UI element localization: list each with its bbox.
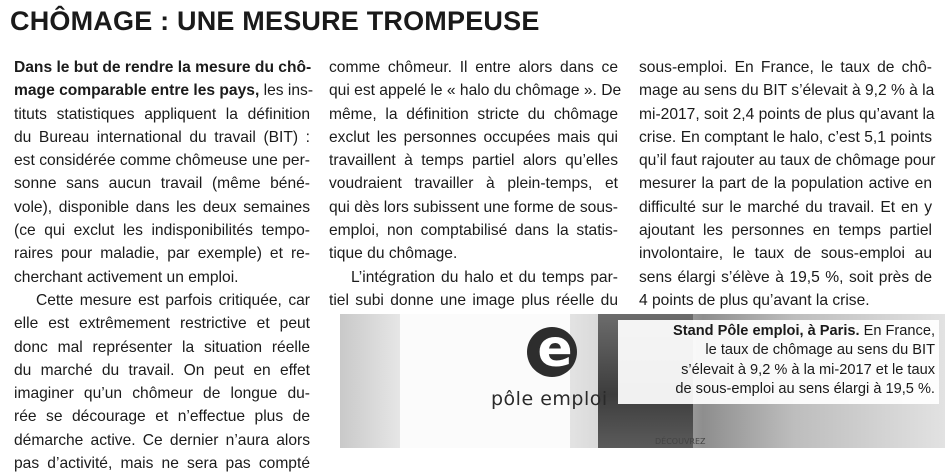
- paragraph-sous-emploi: [639, 56, 936, 312]
- text-line: du Bureau international du travail (BIT) :: [14, 128, 310, 146]
- text-line: sous-emploi. En France, le taux de chô-: [639, 59, 932, 76]
- text-line: [14, 56, 310, 79]
- lead-text: Dans le but de rendre la mesure du chô-: [14, 59, 312, 76]
- text-line: tiel subi donne une image plus réelle du: [329, 291, 618, 309]
- caption-line: de sous-emploi au sens élargi à 19,5 %.: [675, 380, 935, 397]
- text-line: tituts statistiques appliquent la définition: [14, 105, 310, 123]
- text-line: qui dès lors subissent une forme de sous-: [329, 198, 618, 216]
- column-1: [14, 56, 314, 475]
- text-line: ajoutant les personnes en temps partiel: [639, 222, 932, 240]
- text-line: mi-2017, soit 2,4 points de plus qu’avant la: [639, 105, 935, 123]
- text-line: sens élargi s’élève à 19,5 %, soit près de: [639, 268, 932, 286]
- photo-caption: [622, 322, 935, 399]
- text-line: du marché du travail. On peut en effet: [14, 361, 310, 379]
- text-line: rée se décourage et n’effectue plus de: [14, 408, 310, 426]
- text-line: raires pour maladie, par exemple) et re-: [14, 245, 310, 263]
- text-line: donc mal représenter la situation réelle: [14, 338, 310, 356]
- text-line: mesurer la part de la population active en: [639, 175, 932, 193]
- text-line: sonne sans aucun travail (même béné-: [14, 175, 310, 193]
- text-line: même, la définition stricte du chômage: [329, 105, 618, 123]
- caption-line: [622, 322, 935, 341]
- caption-line: s’élevait à 9,2 % à la mi-2017 et le taux: [681, 361, 935, 378]
- text-line: qu’il faut rajouter au taux de chômage pour: [639, 152, 936, 170]
- text-line: elle est extrêmement restrictive et peut: [14, 315, 310, 333]
- text-line: emploi, non comptabilisé dans la statis-: [329, 222, 618, 240]
- paragraph-definition: [14, 56, 314, 289]
- text-line: crise. En comptant le halo, c’est 5,1 points: [639, 128, 932, 146]
- paragraph-critique: [14, 289, 310, 475]
- photo-shadow: [340, 314, 400, 448]
- photo-small-text: DÉCOUVREZ: [655, 437, 706, 446]
- text-line: travaillent à temps partiel alors qu’elles: [329, 152, 618, 170]
- text-line: imaginer qu’un chômeur de longue du-: [14, 385, 310, 403]
- article-title: CHÔMAGE : UNE MESURE TROMPEUSE: [10, 6, 540, 36]
- pole-emploi-logo-text: pôle emploi: [491, 388, 608, 410]
- caption-text: En France,: [859, 323, 935, 339]
- text-line: comme chômeur. Il entre alors dans ce: [329, 59, 618, 76]
- text-line: vole), disponible dans les deux semaines: [14, 198, 310, 216]
- caption-line: le taux de chômage au sens du BIT: [705, 342, 935, 359]
- text-line: voudraient travailler à plein-temps, et: [329, 175, 618, 193]
- text-line: L’intégration du halo et du temps par-: [351, 268, 618, 286]
- paragraph-halo: [329, 56, 622, 266]
- text-line: involontaire, le taux de sous-emploi au: [639, 245, 932, 263]
- caption-lead: Stand Pôle emploi, à Paris.: [673, 323, 860, 339]
- text-line: (ce qui exclut les indisponibilités tempo-: [14, 222, 310, 240]
- text-line: est considérée comme chômeuse une per-: [14, 152, 310, 170]
- text-line: tique du chômage.: [329, 245, 458, 263]
- pole-emploi-logo-glyph: e: [537, 319, 573, 379]
- text-line: difficulté sur le marché du travail. Et en y: [639, 198, 932, 216]
- text-line: qui est appelé le « halo du chômage ». De: [329, 82, 622, 100]
- text-line: [14, 79, 314, 102]
- text-line: mage au sens du BIT s’élevait à 9,2 % à la: [639, 82, 935, 100]
- text-line: démarche active. Ce dernier n’aura alors: [14, 431, 310, 449]
- text-line: cherchant activement un emploi.: [14, 268, 239, 286]
- text-line: Cette mesure est parfois critiquée, car: [36, 291, 310, 309]
- paragraph-integration: [329, 266, 618, 313]
- lead-text: mage comparable entre les pays,: [14, 82, 260, 100]
- column-2: [329, 56, 622, 312]
- text-line: 4 points de plus qu’avant la crise.: [639, 291, 870, 309]
- text-line: exclut les personnes occupées mais qui: [329, 128, 618, 146]
- body-text: les ins-: [259, 82, 314, 100]
- text-line: pas d’activité, mais ne sera pas compté: [14, 455, 310, 473]
- column-3: [639, 56, 936, 312]
